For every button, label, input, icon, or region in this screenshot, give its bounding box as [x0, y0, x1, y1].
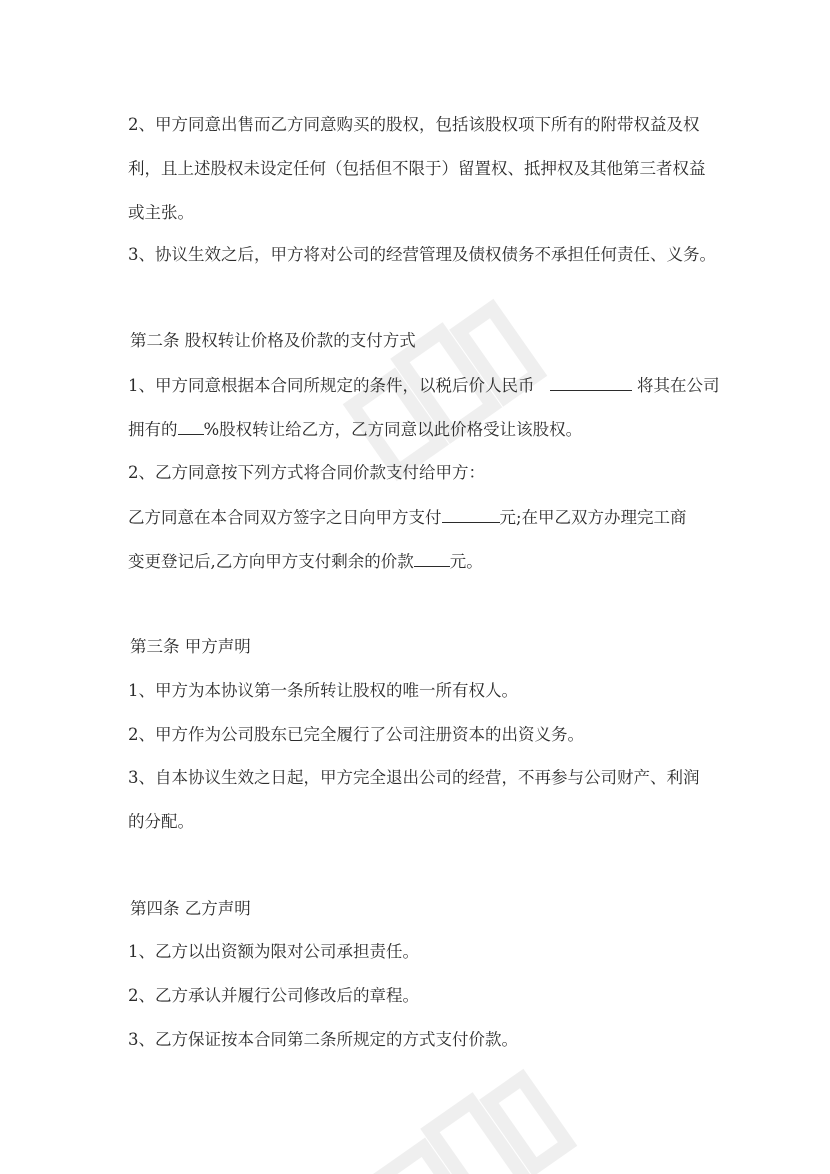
line-text: 元。	[449, 552, 483, 571]
fill-blank-price[interactable]	[550, 374, 632, 391]
line-text: 将其在公司	[637, 376, 720, 395]
paragraph-line: 2、乙方同意按下列方式将合同价款支付给甲方：	[128, 463, 485, 482]
paragraph-line	[128, 506, 687, 529]
line-text: 拥有的	[128, 420, 178, 439]
paragraph-line: 2、乙方承认并履行公司修改后的章程。	[128, 986, 419, 1005]
paragraph-line: 1、甲方为本协议第一条所转让股权的唯一所有权人。	[128, 681, 518, 700]
fill-blank-first-payment[interactable]	[442, 506, 500, 523]
section-heading: 第四条 乙方声明	[130, 899, 251, 918]
paragraph-line	[128, 418, 582, 441]
paragraph-line: 1、乙方以出资额为限对公司承担责任。	[128, 942, 419, 961]
line-text: %股权转让给乙方，乙方同意以此价格受让该股权。	[203, 420, 583, 439]
paragraph-line: 的分配。	[128, 812, 194, 831]
paragraph-line: 或主张。	[128, 203, 194, 222]
fill-blank-remaining-payment[interactable]	[414, 550, 450, 567]
paragraph-line	[128, 374, 720, 397]
line-text: 1、甲方同意根据本合同所规定的条件，以税后价人民币	[128, 376, 535, 395]
paragraph-line: 3、自本协议生效之日起，甲方完全退出公司的经营，不再参与公司财产、利润	[128, 768, 700, 787]
paragraph-line	[128, 550, 483, 573]
watermark-logo	[360, 1060, 590, 1174]
fill-blank-percent[interactable]	[178, 418, 204, 435]
section-heading: 第二条 股权转让价格及价款的支付方式	[130, 331, 416, 350]
paragraph-line: 2、甲方作为公司股东已完全履行了公司注册资本的出资义务。	[128, 725, 584, 744]
paragraph-line: 2、甲方同意出售而乙方同意购买的股权，包括该股权项下所有的附带权益及权	[128, 115, 700, 134]
line-text: 乙方同意在本合同双方签字之日向甲方支付	[128, 508, 442, 527]
line-text: 变更登记后,乙方向甲方支付剩余的价款	[128, 552, 414, 571]
section-heading: 第三条 甲方声明	[130, 637, 251, 656]
paragraph-line: 3、乙方保证按本合同第二条所规定的方式支付价款。	[128, 1030, 518, 1049]
paragraph-line: 利，且上述股权未设定任何（包括但不限于）留置权、抵押权及其他第三者权益	[128, 159, 706, 178]
line-text: 元;在甲乙双方办理完工商	[499, 508, 687, 527]
paragraph-line: 3、协议生效之后，甲方将对公司的经营管理及债权债务不承担任何责任、义务。	[128, 245, 716, 264]
